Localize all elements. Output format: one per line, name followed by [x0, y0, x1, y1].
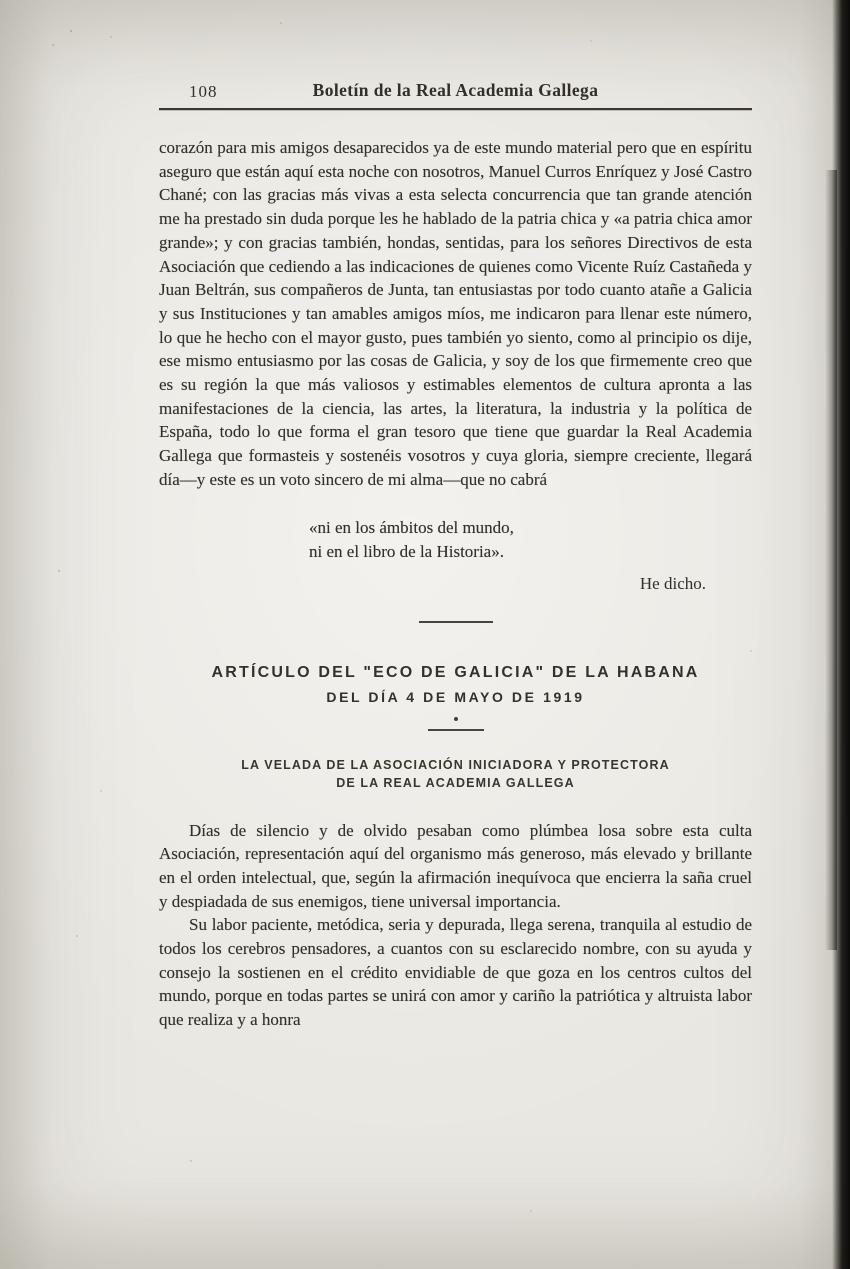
- text-column: [159, 80, 752, 1032]
- page-number: 108: [189, 82, 218, 101]
- scan-edge-shadow: [832, 0, 850, 1269]
- title-divider: [428, 729, 484, 731]
- verse-block: [309, 516, 752, 565]
- section-divider: [419, 621, 493, 623]
- running-title: Boletín de la Real Academia Gallega: [312, 80, 599, 100]
- speech-paragraph: corazón para mis amigos desaparecidos ya de este mundo material pero que en espíritu aseguro que están aquí esta noche con nosotros, Manuel Curros Enríquez y José Castro Chané; con las gracias más vivas a esta selecta concurrencia que tan grande atención me ha prestado sin duda porque les he hablado de la patria chica y «a patria chica amor grande»; y con gracias también, hondas, sentidas, para los señores Directivos de esta Asociación que cediendo a las indicaciones de quienes como Vicente Ruíz Castañeda y Juan Beltrán, sus compañeros de Junta, tan entusiastas por todo cuanto atañe a Galicia y sus Instituciones y tan amables amigos míos, me indicaron para llenar este número, lo que he hecho con el mayor gusto, pues también yo siento, como al principio os dije, ese mismo entusiasmo por las cosas de Galicia, y soy de los que firmemente creo que es su región la que más valiosos y estimables elementos de cultura apronta a las manifestaciones de la ciencia, las artes, la literatura, la industria y la política de España, todo lo que forma el gran tesoro que tiene que guardar la Real Academia Gallega que formasteis y sostenéis vosotros y cuya gloria, siempre creciente, llegará día—y este es un voto sincero de mi alma—que no cabrá: [159, 138, 752, 489]
- article-subtitle-line1: LA VELADA DE LA ASOCIACIÓN INICIADORA Y PROTECTORA: [241, 757, 670, 772]
- ornament-dot: [454, 717, 458, 721]
- article-subtitle-line2: DE LA REAL ACADEMIA GALLEGA: [336, 775, 575, 790]
- header-rule: [159, 108, 752, 110]
- speech-closing: He dicho.: [639, 573, 706, 593]
- article-title: [159, 664, 752, 705]
- article-paragraph: Días de silencio y de olvido pesaban como plúmbea losa sobre esta culta Asociación, representación aquí del organismo más generoso, más elevado y brillante en el orden intelectual, que, según la afirmación inequívoca que encierra la saña cruel y despiadada de sus enemigos, tiene universal importancia.: [159, 820, 752, 911]
- verse-line: «ni en los ámbitos del mundo,: [309, 517, 514, 537]
- scan-noise-speckles: [70, 30, 72, 32]
- article-subtitle: [159, 756, 752, 792]
- article-paragraph: Su labor paciente, metódica, seria y depurada, llega serena, tranquila al estudio de todos los cerebros pensadores, a cuantos con su esclarecido nombre, con su ayuda y consejo la sostienen en el crédito envidiable de que goza en los centros cultos del mundo, porque en todas partes se unirá con amor y cariño la patriótica y altruista labor que realiza y a honra: [159, 915, 752, 1030]
- article-title-line2: DEL DÍA 4 DE MAYO DE 1919: [326, 688, 585, 705]
- article-title-line1: ARTÍCULO DEL "ECO DE GALICIA" DE LA HABANA: [211, 663, 700, 681]
- page-header: [159, 80, 752, 106]
- verse-line: ni en el libro de la Historia».: [309, 542, 504, 562]
